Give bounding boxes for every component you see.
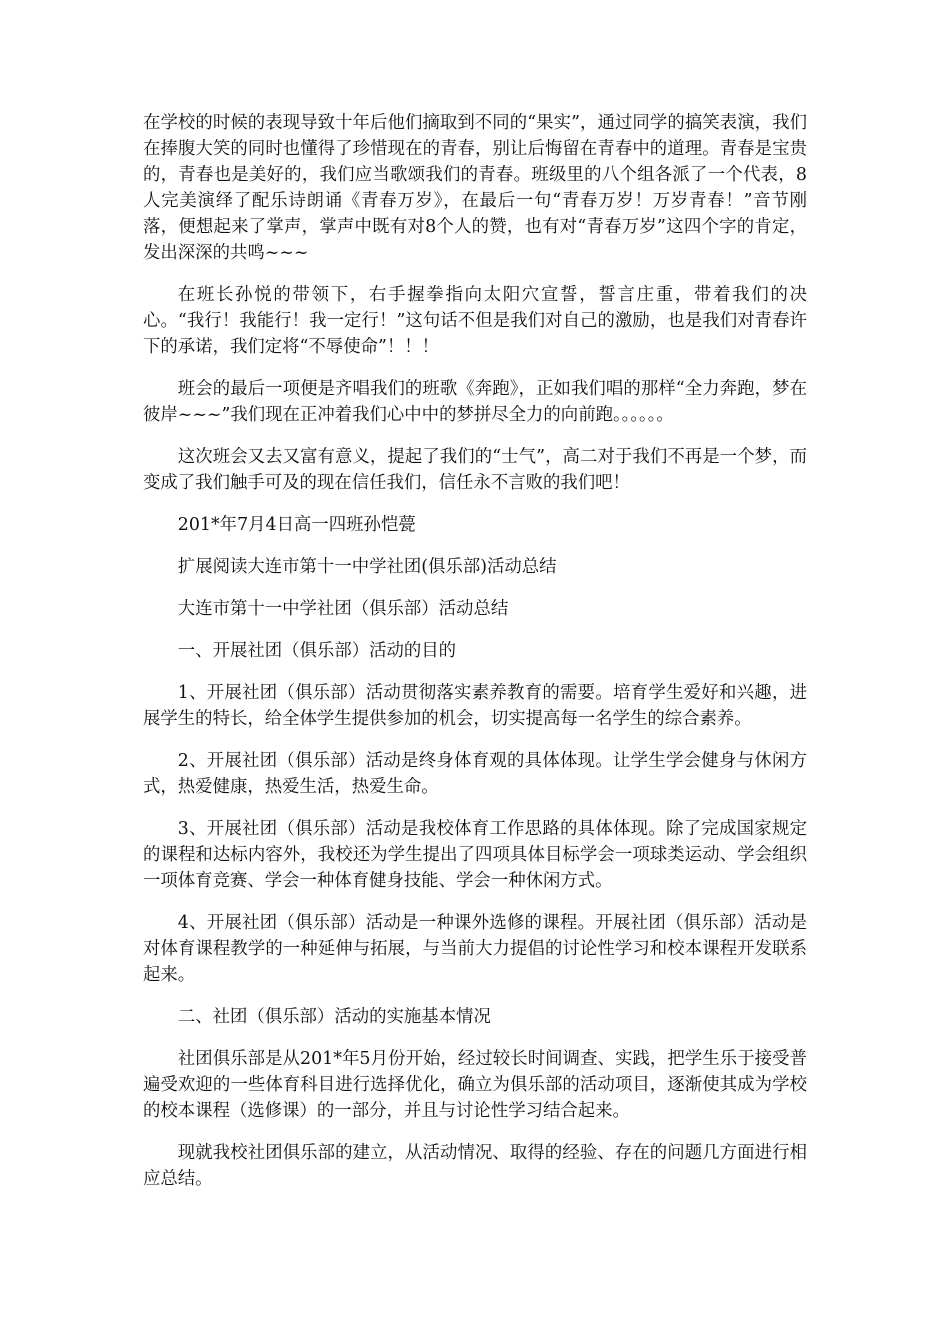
purpose-item-2: 2、开展社团（俱乐部）活动是终身体育观的具体体现。让学生学会健身与休闲方式，热爱健康，热爱生活，热爱生命。 — [143, 751, 807, 797]
summary-title: 大连市第十一中学社团（俱乐部）活动总结 — [177, 599, 509, 619]
extended-reading-heading: 扩展阅读大连市第十一中学社团(俱乐部)活动总结 — [177, 557, 557, 577]
purpose-item-4: 4、开展社团（俱乐部）活动是一种课外选修的课程。开展社团（俱乐部）活动是对体育课程教学的一种延伸与拓展，与当前大力提倡的讨论性学习和校本课程开发联系起来。 — [143, 913, 807, 985]
section-heading-purpose: 一、开展社团（俱乐部）活动的目的 — [177, 641, 457, 661]
paragraph-oath: 在班长孙悦的带领下，右手握拳指向太阳穴宣誓，誓言庄重，带着我们的决心。“我行！我能行！我一定行！”这句话不但是我们对自己的激励，也是我们对青春许下的承诺，我们定将“不辱使命”！！！ — [143, 285, 807, 357]
purpose-item-3: 3、开展社团（俱乐部）活动是我校体育工作思路的具体体现。除了完成国家规定的课程和达标内容外，我校还为学生提出了四项具体目标学会一项球类运动、学会组织一项体育竞赛、学会一种体育健身技能、学会一种休闲方式。 — [143, 819, 807, 891]
purpose-item-1: 1、开展社团（俱乐部）活动贯彻落实素养教育的需要。培育学生爱好和兴趣，进展学生的特长，给全体学生提供参加的机会，切实提高每一名学生的综合素养。 — [143, 683, 807, 729]
paragraph-class-song: 班会的最后一项便是齐唱我们的班歌《奔跑》，正如我们唱的那样“全力奔跑，梦在彼岸~~~”我们现在正冲着我们心中中的梦拼尽全力的向前跑。。。。。。 — [143, 379, 807, 425]
paragraph-conclusion: 这次班会又去又富有意义，提起了我们的“士气”，高二对于我们不再是一个梦，而变成了我们触手可及的现在信任我们，信任永不言败的我们吧！ — [143, 447, 807, 493]
paragraph-class-meeting-performance: 在学校的时候的表现导致十年后他们摘取到不同的“果实”，通过同学的搞笑表演，我们在捧腹大笑的同时也懂得了珍惜现在的青春，别让后悔留在青春中的道理。青春是宝贵的，青春也是美好的，我们应当歌颂我们的青春。班级里的八个组各派了一个代表，8人完美演绎了配乐诗朗诵《青春万岁》，在最后一句“青春万岁！万岁青春！”音节刚落，便想起来了掌声，掌声中既有对8个人的赞，也有对“青春万岁”这四个字的肯定，发出深深的共鸣~~~ — [143, 113, 807, 263]
implementation-paragraph: 社团俱乐部是从201*年5月份开始，经过较长时间调查、实践，把学生乐于接受普遍受欢迎的一些体育科目进行选择优化，确立为俱乐部的活动项目，逐渐使其成为学校的校本课程（选修课）的一部分，并且与讨论性学习结合起来。 — [143, 1049, 807, 1121]
document-page — [143, 110, 807, 1208]
date-signature: 201*年7月4日高一四班孙恺甍 — [177, 515, 416, 535]
summary-intro-paragraph: 现就我校社团俱乐部的建立，从活动情况、取得的经验、存在的问题几方面进行相应总结。 — [143, 1143, 807, 1189]
section-heading-implementation: 二、社团（俱乐部）活动的实施基本情况 — [177, 1007, 491, 1027]
